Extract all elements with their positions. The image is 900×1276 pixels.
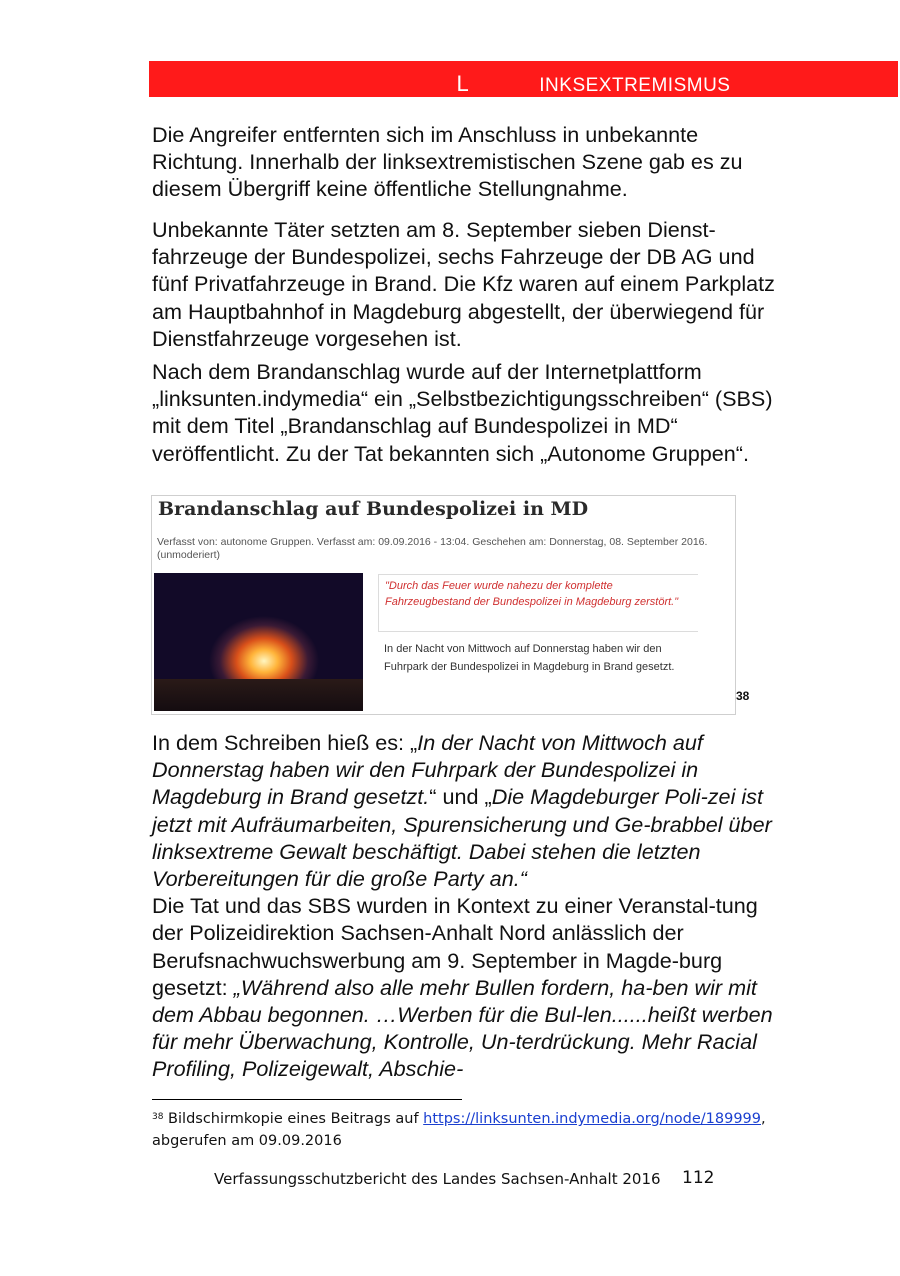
paragraph-3 (152, 729, 792, 1083)
paragraph-2 (152, 216, 792, 467)
page-number: 112 (682, 1168, 715, 1188)
photo-ground (154, 679, 363, 711)
p3-intro: In dem Schreiben hieß es: „ (152, 730, 418, 755)
chapter-title: L INKSEXTREMISMUS (456, 71, 731, 96)
screenshot-quote: "Durch das Feuer wurde nahezu der komplette Fahrzeugbestand der Bundespolizei in Magdeburg zerstört." (378, 574, 698, 632)
p4-quote: „Während also alle mehr Bullen fordern, ha-ben wir mit dem Abbau begonnen. …Werben für die Bul-len......heißt werben für mehr Überwachung, Kontrolle, Un-terdrückung. Mehr Racial Profiling, Polizeigewalt, Abschie- (152, 974, 773, 1082)
screenshot-body: In der Nacht von Mittwoch auf Donnerstag haben wir den Fuhrpark der Bundespolizei in Magdeburg in Brand gesetzt. (384, 643, 675, 673)
footnote (152, 1108, 792, 1152)
footnote-number: 38 (152, 1112, 164, 1122)
paragraph-2a: Unbekannte Täter setzten am 8. September sieben Dienst-fahrzeuge der Bundespolizei, sechs Fahrzeuge der DB AG und fünf Privatfahrzeuge in Brand. Die Kfz waren auf einem Parkplatz am Hauptbahnhof in Magdeburg abgestellt, der überwiegend für Dienstfahrzeuge vorgesehen ist. (152, 217, 775, 351)
paragraph-2b: Nach dem Brandanschlag wurde auf der Internetplattform „linksunten.indymedia“ ein „Selbstbezichtigungsschreiben“ (SBS) mit dem Titel „Brandanschlag auf Bundespolizei in MD“ veröffentlicht. Zu der Tat bekannten sich „Autonome Gruppen“. (152, 359, 773, 466)
footnote-link[interactable]: https://linksunten.indymedia.org/node/189999 (423, 1111, 761, 1127)
footnote-text-after: , abgerufen am 09.09.2016 (152, 1111, 766, 1149)
page-footer: Verfassungsschutzbericht des Landes Sachsen-Anhalt 2016 (214, 1170, 661, 1188)
p3-quote-1: In der Nacht von Mittwoch auf Donnerstag haben wir den Fuhrpark der Bundespolizei in Magdeburg in Brand gesetzt. (152, 730, 703, 810)
web-screenshot (151, 495, 736, 715)
p4-text: Die Tat und das SBS wurden in Kontext zu einer Veranstal-tung der Polizeidirektion Sachsen-Anhalt Nord anlässlich der Berufsnachwuchswerbung am 9. September in Magde-burg gesetzt: (152, 893, 758, 1000)
p3-quote-2: Die Magdeburger Poli-zei ist jetzt mit Aufräumarbeiten, Spurensicherung und Ge-brabbel über linksextreme Gewalt beschäftigt. Dabei stehen die letzten Vorbereitungen für die große Party an.“ (152, 784, 772, 892)
footnote-text-before: Bildschirmkopie eines Beitrags auf (163, 1111, 424, 1127)
p3-mid: “ und „ (429, 784, 492, 810)
paragraph-1: Die Angreifer entfernten sich im Anschluss in unbekannte Richtung. Innerhalb der linksextremistischen Szene gab es zu diesem Übergriff keine öffentliche Stellungnahme. (152, 122, 743, 202)
footnote-reference: 38 (736, 689, 750, 703)
screenshot-title: Brandanschlag auf Bundespolizei in MD (158, 498, 589, 520)
chapter-header (149, 61, 898, 97)
fire-photo (154, 573, 363, 711)
screenshot-meta: Verfasst von: autonome Gruppen. Verfasst am: 09.09.2016 - 13:04. Geschehen am: Donnerstag, 08. September 2016. (unmoderiert) (157, 536, 708, 561)
footnote-divider (152, 1099, 462, 1100)
